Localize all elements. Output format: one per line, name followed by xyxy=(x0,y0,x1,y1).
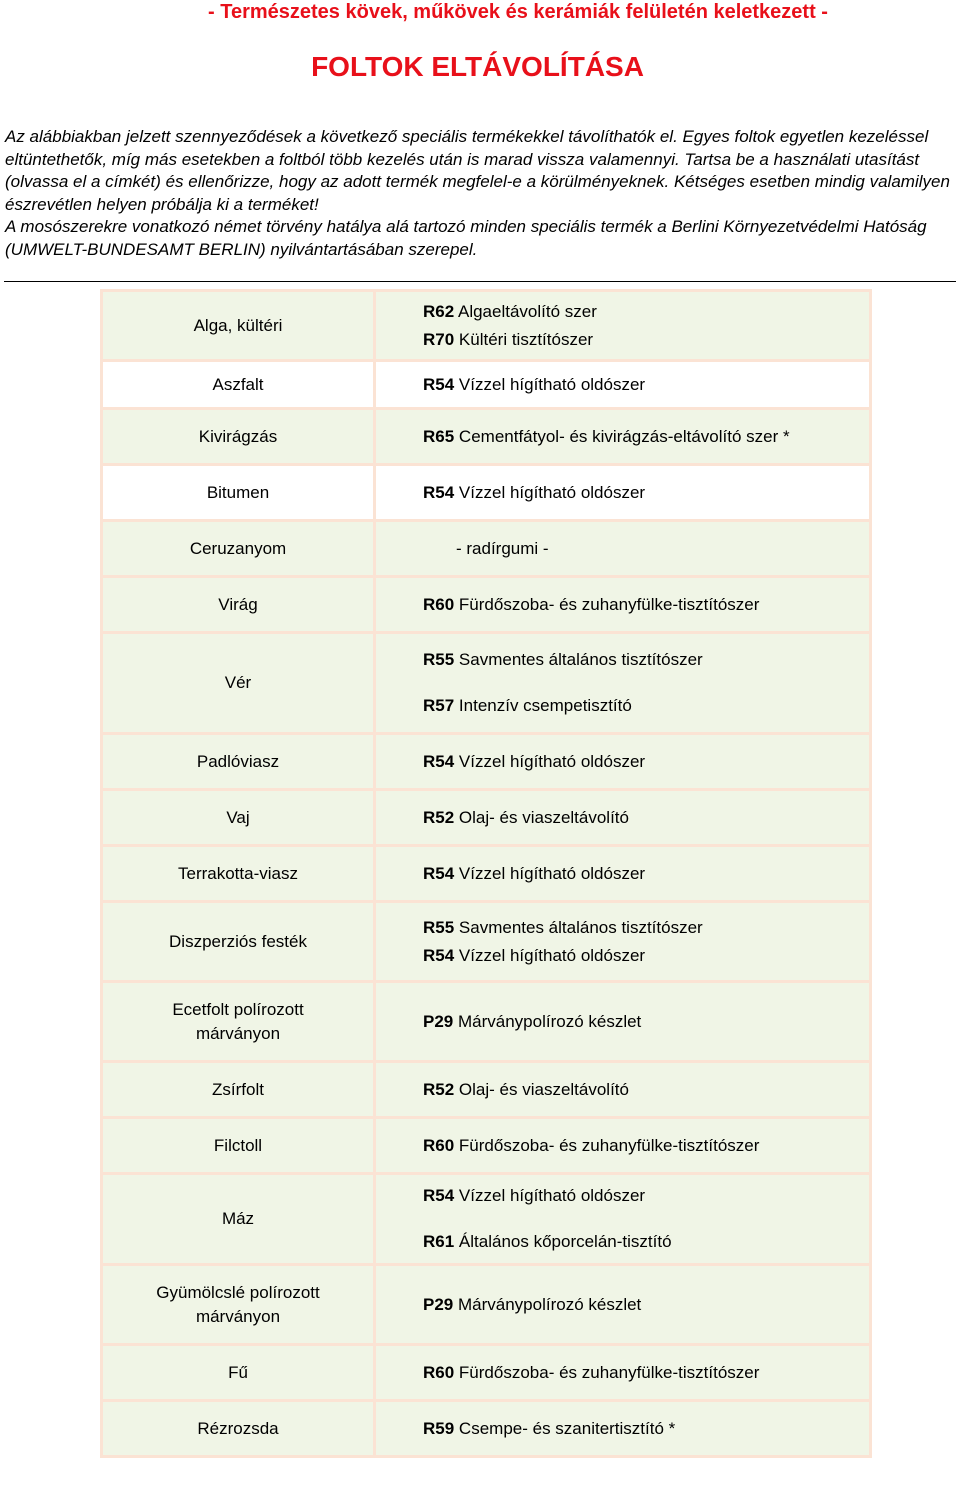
stain-label: Gyümölcslé polírozott márványon xyxy=(156,1282,320,1326)
product-cell xyxy=(375,1174,871,1265)
product-name: Savmentes általános tisztítószer xyxy=(458,917,703,937)
product-name: - radírgumi - xyxy=(456,538,549,558)
product-cell xyxy=(375,291,871,361)
product-cell xyxy=(375,1345,871,1401)
product-line xyxy=(423,648,869,672)
product-code: R65 xyxy=(423,426,455,446)
product-line xyxy=(423,916,869,940)
product-name: Kültéri tisztítószer xyxy=(458,329,594,349)
stain-cell xyxy=(102,1118,375,1174)
product-line xyxy=(423,750,869,774)
product-name: Márványpolírozó készlet xyxy=(457,1011,642,1031)
product-cell xyxy=(375,577,871,633)
product-name: Fürdőszoba- és zuhanyfülke-tisztítószer xyxy=(458,1362,760,1382)
stain-label: Zsírfolt xyxy=(212,1079,264,1099)
stain-label: Filctoll xyxy=(213,1135,263,1155)
stain-cell xyxy=(102,1401,375,1457)
stain-label: Vér xyxy=(224,673,252,692)
stain-label: Fű xyxy=(228,1362,248,1382)
table-row xyxy=(102,291,871,361)
table-row xyxy=(102,577,871,633)
stain-label: Rézrozsda xyxy=(197,1418,279,1438)
page-title: FOLTOK ELTÁVOLÍTÁSA xyxy=(311,51,644,82)
product-name: Olaj- és viaszeltávolító xyxy=(458,807,629,827)
stain-label: Alga, kültéri xyxy=(193,315,283,335)
product-line xyxy=(423,1293,869,1317)
product-name: Vízzel hígítható oldószer xyxy=(458,374,646,394)
product-name: Csempe- és szanitertisztító * xyxy=(458,1418,676,1438)
stain-cell xyxy=(102,790,375,846)
stain-cell xyxy=(102,577,375,633)
table-row xyxy=(102,1174,871,1265)
product-code: R60 xyxy=(423,594,455,614)
product-code: R52 xyxy=(423,1079,455,1099)
product-name: Márványpolírozó készlet xyxy=(457,1294,642,1314)
product-line xyxy=(423,862,869,886)
product-cell xyxy=(375,982,871,1062)
stain-cell xyxy=(102,1345,375,1401)
stain-cell xyxy=(102,1265,375,1345)
product-name: Algaeltávolító szer xyxy=(457,301,597,321)
table-row xyxy=(102,1265,871,1345)
stain-label: Virág xyxy=(218,594,258,614)
product-line xyxy=(423,300,869,324)
table-row xyxy=(102,1062,871,1118)
product-code: R54 xyxy=(423,482,455,502)
product-line xyxy=(423,1184,869,1208)
table-row xyxy=(102,465,871,521)
table-row xyxy=(102,846,871,902)
product-name: Olaj- és viaszeltávolító xyxy=(458,1079,629,1099)
stain-cell xyxy=(102,633,375,734)
product-cell xyxy=(375,902,871,982)
product-line xyxy=(423,1230,869,1254)
product-code: R55 xyxy=(423,917,455,937)
product-name: Általános kőporcelán-tisztító xyxy=(458,1232,672,1251)
product-name: Vízzel hígítható oldószer xyxy=(458,482,646,502)
stain-label: Aszfalt xyxy=(212,374,264,394)
page-subtitle: - Természetes kövek, műkövek és kerámiák felületén keletkezett - xyxy=(208,1,828,23)
stain-table xyxy=(100,289,872,1458)
table-row xyxy=(102,361,871,409)
product-code: R60 xyxy=(423,1135,455,1155)
stain-cell xyxy=(102,409,375,465)
product-line xyxy=(423,1134,869,1158)
product-code: R61 xyxy=(423,1232,455,1251)
product-cell xyxy=(375,465,871,521)
stain-cell xyxy=(102,291,375,361)
stain-label: Terrakotta-viasz xyxy=(178,863,298,883)
product-cell xyxy=(375,846,871,902)
intro-paragraph-2: A mosószerekre vonatkozó német törvény hatálya alá tartozó minden speciális termék a Berlini Környezetvédelmi Hatóság (UMWELT-BUNDESAMT BERLIN) nyilvántartásában szerepel. xyxy=(5,217,927,259)
product-line xyxy=(423,1078,869,1102)
product-name: Cementfátyol- és kivirágzás-eltávolító szer * xyxy=(458,426,790,446)
product-code: R54 xyxy=(423,374,455,394)
product-code: P29 xyxy=(423,1294,454,1314)
product-code: R55 xyxy=(423,650,455,669)
product-line xyxy=(423,593,869,617)
product-name: Vízzel hígítható oldószer xyxy=(458,751,646,771)
product-code: R54 xyxy=(423,1186,455,1205)
product-line xyxy=(423,1417,869,1441)
table-row xyxy=(102,409,871,465)
product-name: Fürdőszoba- és zuhanyfülke-tisztítószer xyxy=(458,1135,760,1155)
product-cell xyxy=(375,790,871,846)
product-cell xyxy=(375,1062,871,1118)
product-code: R54 xyxy=(423,945,455,965)
intro-text xyxy=(5,126,960,261)
stain-cell xyxy=(102,982,375,1062)
product-cell xyxy=(375,521,871,577)
stain-cell xyxy=(102,361,375,409)
stain-cell xyxy=(102,1062,375,1118)
product-cell xyxy=(375,734,871,790)
product-name: Vízzel hígítható oldószer xyxy=(458,863,646,883)
product-name: Fürdőszoba- és zuhanyfülke-tisztítószer xyxy=(458,594,760,614)
table-row xyxy=(102,633,871,734)
product-code: R59 xyxy=(423,1418,455,1438)
product-code: R60 xyxy=(423,1362,455,1382)
product-code: R70 xyxy=(423,329,455,349)
product-cell xyxy=(375,1265,871,1345)
product-code: R54 xyxy=(423,751,455,771)
product-name: Intenzív csempetisztító xyxy=(458,696,632,715)
stain-cell xyxy=(102,902,375,982)
stain-cell xyxy=(102,465,375,521)
stain-label: Kivirágzás xyxy=(198,426,278,446)
product-line xyxy=(423,481,869,505)
table-row xyxy=(102,1401,871,1457)
product-code: R52 xyxy=(423,807,455,827)
product-line xyxy=(423,806,869,830)
product-cell xyxy=(375,409,871,465)
product-line xyxy=(423,1010,869,1034)
stain-label: Diszperziós festék xyxy=(169,931,307,951)
table-row xyxy=(102,790,871,846)
table-row xyxy=(102,902,871,982)
product-cell xyxy=(375,633,871,734)
product-name: Vízzel hígítható oldószer xyxy=(458,1186,646,1205)
product-line xyxy=(423,1361,869,1385)
product-code: R62 xyxy=(423,301,455,321)
product-line xyxy=(423,328,869,352)
product-line xyxy=(423,944,869,968)
stain-cell xyxy=(102,521,375,577)
product-name: Vízzel hígítható oldószer xyxy=(458,945,646,965)
divider xyxy=(4,281,956,282)
product-line xyxy=(423,373,869,397)
product-cell xyxy=(375,1401,871,1457)
stain-label: Bitumen xyxy=(206,482,270,502)
product-cell xyxy=(375,361,871,409)
stain-label: Vaj xyxy=(226,807,250,827)
product-code: P29 xyxy=(423,1011,454,1031)
table-row xyxy=(102,1345,871,1401)
product-name: Savmentes általános tisztítószer xyxy=(458,650,703,669)
product-code: R57 xyxy=(423,696,455,715)
stain-label: Ecetfolt polírozott márványon xyxy=(172,999,304,1043)
product-line xyxy=(423,425,869,449)
stain-cell xyxy=(102,734,375,790)
stain-cell xyxy=(102,846,375,902)
table-row xyxy=(102,982,871,1062)
stain-label: Ceruzanyom xyxy=(189,538,287,558)
stain-cell xyxy=(102,1174,375,1265)
product-code: R54 xyxy=(423,863,455,883)
stain-label: Máz xyxy=(221,1209,255,1228)
product-line xyxy=(423,537,869,561)
product-line xyxy=(423,694,869,718)
table-row xyxy=(102,734,871,790)
intro-paragraph-1: Az alábbiakban jelzett szennyeződések a következő speciális termékekkel távolíthatók el. Egyes foltok egyetlen kezeléssel eltüntethetők, míg más esetekben a foltból több kezelés után is marad vissza valamennyi. Tartsa be a használati utasítást (olvassa el a címkét) és ellenőrizze, hogy az adott termék megfelel-e a körülményeknek. Kétséges esetben mindig valamilyen észrevétlen helyen próbálja ki a terméket! xyxy=(5,127,950,214)
product-cell xyxy=(375,1118,871,1174)
table-row xyxy=(102,1118,871,1174)
table-row xyxy=(102,521,871,577)
stain-label: Padlóviasz xyxy=(196,751,280,771)
